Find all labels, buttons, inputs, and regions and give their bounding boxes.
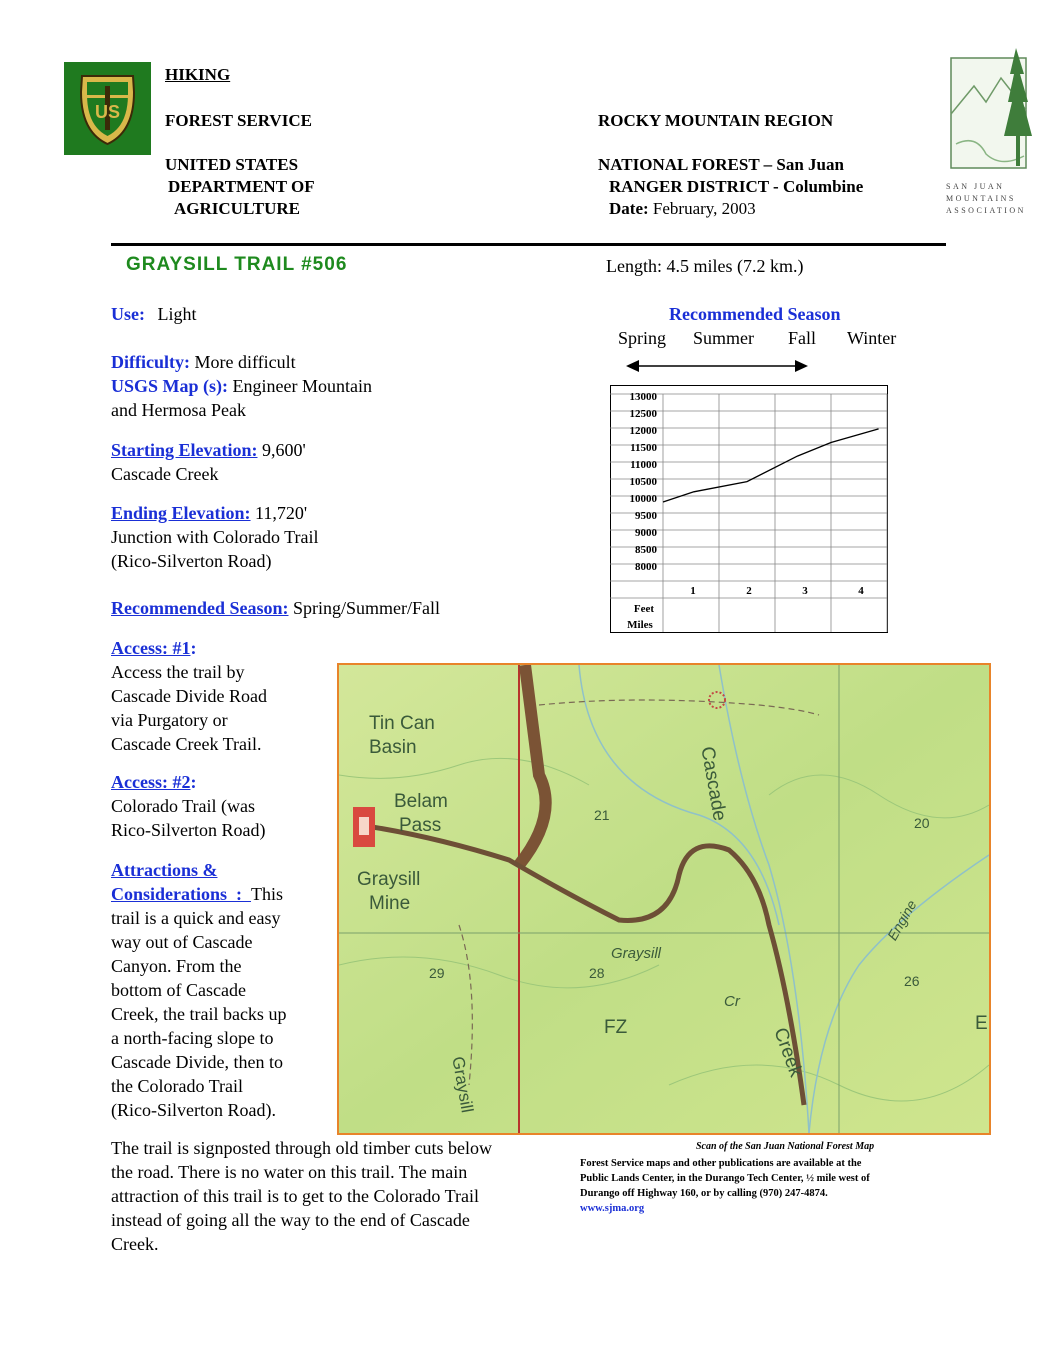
attractions-line: Creek, the trail backs up [111,1004,287,1024]
agency-name: FOREST SERVICE [165,111,312,130]
end-place-line1: Junction with Colorado Trail [111,527,319,547]
y-tick-label: 11500 [630,442,657,454]
y-tick-label: 12500 [629,408,657,420]
attractions-label2: Considerations : [111,884,252,904]
y-tick-label: 13000 [629,391,657,403]
map-label: 26 [904,973,920,989]
department-line3: AGRICULTURE [174,199,300,218]
x-tick-label: 1 [690,585,696,597]
forest-block [598,154,863,220]
trail-map [337,663,991,1135]
attractions-label1: Attractions & [111,860,218,880]
attractions-block [111,858,333,1122]
season-graphic-title: Recommended Season [669,304,841,324]
trail-title: GRAYSILL TRAIL #506 [126,254,348,275]
map-label: Engine [884,897,920,943]
usgs-line2: and Hermosa Peak [111,400,246,420]
elevation-chart [610,385,888,633]
map-label: Cr [724,993,740,1010]
access1-line: via Purgatory or [111,710,228,730]
usgs-value: Engineer Mountain [232,376,372,396]
attractions-line: Canyon. From the [111,956,242,976]
access2-line: Colorado Trail (was [111,796,255,816]
usgs-line [111,374,372,398]
trail-length: Length: 4.5 miles (7.2 km.) [606,256,804,276]
description-line: Creek. [111,1234,159,1254]
access1-colon: : [190,638,197,658]
map-label: E [975,1013,988,1034]
access2-block [111,770,331,842]
access2-label: Access: #2 [111,772,191,792]
date-value: February, 2003 [652,199,756,218]
y-tick-label: 9000 [635,527,657,539]
category-heading: HIKING [165,65,231,84]
difficulty-value: More difficult [194,352,296,372]
map-label: 21 [594,807,610,823]
map-label: 28 [589,965,605,981]
region-name: ROCKY MOUNTAIN REGION [598,111,834,130]
x-tick-label: 3 [802,585,808,597]
map-label: Pass [399,815,442,836]
sjma-line3: ASSOCIATION [946,206,1026,215]
access2-line: Rico-Silverton Road) [111,820,266,840]
attractions-first-word: This [251,884,284,904]
header-divider [111,243,946,246]
description-line: instead of going all the way to the end of Cascade [111,1210,470,1230]
x-tick-label: 4 [858,585,864,597]
attractions-line: trail is a quick and easy [111,908,281,928]
access1-line: Cascade Creek Trail. [111,734,262,754]
map-label: Tin Can [369,713,435,734]
map-label: Belam [394,791,448,812]
sjma-logo [946,44,1036,224]
map-label: 20 [914,815,930,831]
season-label: Recommended Season: [111,598,289,618]
map-note-line: Durango off Highway 160, or by calling (970) 247-4874. [580,1188,828,1199]
access2-colon: : [190,772,197,792]
sjma-line1: SAN JUAN [946,182,1005,191]
map-label: 29 [429,965,445,981]
access1-label: Access: #1 [111,638,191,658]
difficulty-label: Difficulty: [111,352,190,372]
end-elevation-label: Ending Elevation: [111,503,251,523]
map-label: Graysill [357,869,421,890]
department-line1: UNITED STATES [165,155,299,174]
attractions-line: a north-facing slope to [111,1028,274,1048]
season-winter: Winter [847,328,897,348]
use-label: Use: [111,304,145,324]
y-tick-label: 12000 [629,425,657,437]
y-tick-label: 10000 [629,493,657,505]
x-tick-label: 2 [746,585,752,597]
use-value: Light [157,304,197,324]
attractions-line: (Rico-Silverton Road). [111,1100,276,1120]
mountain-tree-icon [946,44,1036,172]
season-fall: Fall [788,328,817,348]
y-tick-label: 9500 [635,510,657,522]
end-elevation-block [111,501,319,573]
map-label: Graysill [448,1055,477,1115]
access1-line: Cascade Divide Road [111,686,267,706]
ranger-district: RANGER DISTRICT - Columbine [609,177,864,196]
start-elevation-block [111,438,306,486]
map-label: Mine [369,893,411,914]
season-range-arrow [625,356,810,376]
y-tick-label: 8000 [635,561,657,573]
sjma-line2: MOUNTAINS [946,194,1016,203]
description-line: the road. There is no water on this trail. The main [111,1162,468,1182]
map-label: Cascade [696,745,731,823]
department-line2: DEPARTMENT OF [168,177,315,196]
access1-block [111,636,331,756]
season-value: Spring/Summer/Fall [293,598,441,618]
map-label: Graysill [611,945,662,962]
map-note-line: Forest Service maps and other publications are available at the [580,1158,862,1169]
end-place-line2: (Rico-Silverton Road) [111,551,272,571]
use-line [111,302,197,326]
map-label: FZ [604,1017,628,1038]
y-tick-label: 11000 [630,459,657,471]
season-names [618,326,918,350]
description-line: The trail is signposted through old timber cuts below [111,1138,492,1158]
usgs-label: USGS Map (s): [111,376,229,396]
description-line: attraction of this trail is to get to the Colorado Trail [111,1186,479,1206]
date-label: Date: [609,199,649,218]
attractions-line: Cascade Divide, then to [111,1052,283,1072]
end-elevation-value: 11,720' [255,503,308,523]
shield-text: US [94,102,121,122]
attractions-line: bottom of Cascade [111,980,246,1000]
map-label: Creek [769,1025,807,1080]
map-note-line: Public Lands Center, in the Durango Tech Center, ½ mile west of [580,1173,870,1184]
department-block [165,154,315,220]
y-axis-label: Feet [633,603,655,615]
shield-icon [64,62,151,155]
attractions-line: way out of Cascade [111,932,253,952]
forest-name: NATIONAL FOREST – San Juan [598,155,844,174]
start-elevation-value: 9,600' [262,440,306,460]
start-elevation-label: Starting Elevation: [111,440,258,460]
sjma-text [946,181,1036,217]
topographic-map-image [339,665,989,1133]
difficulty-line [111,350,372,374]
season-spring: Spring [618,328,667,348]
description-block [111,1136,571,1256]
season-summer: Summer [693,328,754,348]
forest-service-logo [64,62,151,155]
access1-line: Access the trail by [111,662,245,682]
map-label: Basin [369,737,417,758]
attractions-line: the Colorado Trail [111,1076,244,1096]
x-axis-label: Miles [627,619,653,631]
start-place: Cascade Creek [111,464,219,484]
y-tick-label: 10500 [629,476,657,488]
y-tick-label: 8500 [635,544,657,556]
map-caption: Scan of the San Juan National Forest Map [696,1141,875,1152]
map-note [580,1156,960,1216]
date-line [598,198,863,220]
season-line [111,596,440,620]
website-link[interactable]: www.sjma.org [580,1203,645,1214]
difficulty-block [111,350,372,422]
